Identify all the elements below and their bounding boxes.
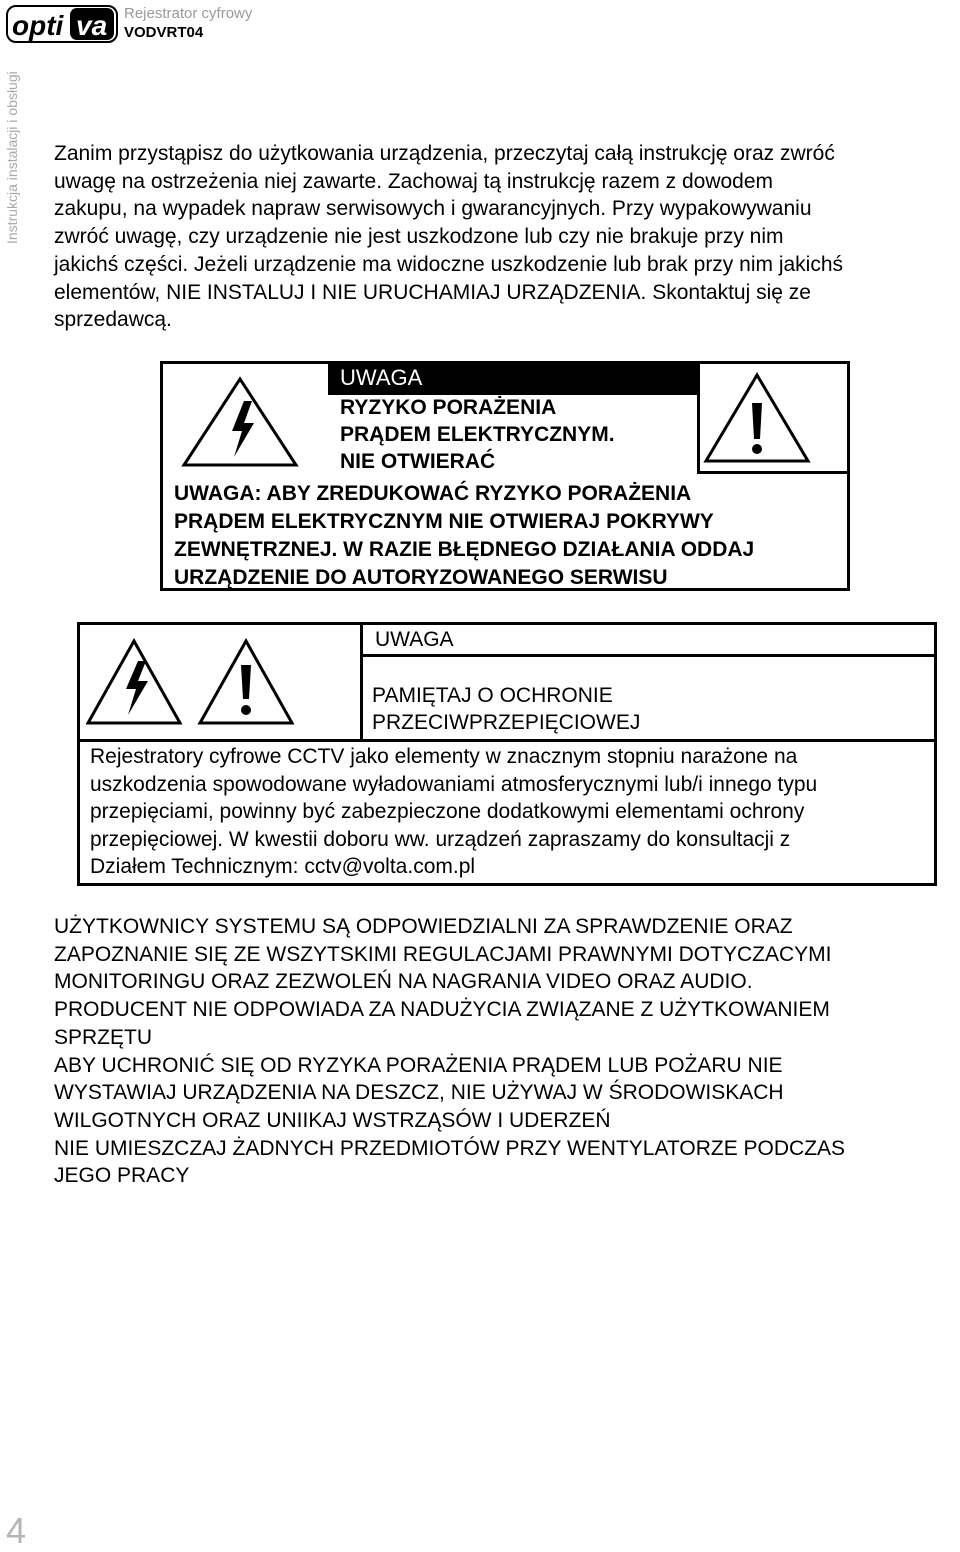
- warning-headline-line: NIE OTWIERAĆ: [340, 450, 496, 473]
- notice-line: JEGO PRACY: [54, 1164, 190, 1188]
- warning-headline-line: PRĄDEM ELEKTRYCZNYM.: [340, 423, 615, 446]
- intro-line: jakichś części. Jeżeli urządzenie ma widoczne uszkodzenie lub brak przy nim jakichś: [54, 252, 844, 276]
- warning-body-line: uszkodzenia spowodowane wyładowaniami atmosferycznymi lub/i innego typu: [90, 772, 818, 796]
- legal-notices: [54, 913, 960, 1190]
- notice-line: PRODUCENT NIE ODPOWIADA ZA NADUŻYCIA ZWIĄZANE Z UŻYTKOWANIEM: [54, 998, 830, 1022]
- intro-line: zakupu, na wypadek napraw serwisowych i gwarancyjnych. Przy wypakowywaniu: [54, 197, 812, 221]
- warning-body-line: URZĄDZENIE DO AUTORYZOWANEGO SERWISU: [174, 566, 668, 589]
- warning-icons: [86, 635, 296, 730]
- warning-body-line: Rejestratory cyfrowe CCTV jako elementy w znacznym stopniu narażone na: [90, 745, 798, 768]
- warning-title: UWAGA: [360, 625, 934, 657]
- notice-line: NIE UMIESZCZAJ ŻADNYCH PRZEDMIOTÓW PRZY WENTYLATORZE PODCZAS: [54, 1136, 846, 1160]
- notice-line: ABY UCHRONIĆ SIĘ OD RYZYKA PORAŻENIA PRĄDEM LUB POŻARU NIE: [54, 1053, 783, 1077]
- lightning-triangle-icon: [160, 361, 328, 474]
- warning-body-line: przepięciami, powinny być zabezpieczone dodatkowymi elementami ochrony: [90, 800, 805, 824]
- divider: [360, 657, 363, 741]
- svg-text:va: va: [76, 10, 108, 41]
- exclamation-triangle-icon: [700, 361, 850, 471]
- optiva-logo: [6, 4, 118, 44]
- divider: [80, 739, 934, 742]
- warning-body-line: przepięciowej. W kwestii doboru ww. urządzeń zapraszamy do konsultacji z: [90, 827, 791, 851]
- notice-line: UŻYTKOWNICY SYSTEMU SĄ ODPOWIEDZIALNI ZA SPRAWDZENIE ORAZ: [54, 915, 793, 938]
- warning-body-line: ZEWNĘTRZNEJ. W RAZIE BŁĘDNEGO DZIAŁANIA ODDAJ: [174, 538, 755, 561]
- warning-body-line: UWAGA: ABY ZREDUKOWAĆ RYZYKO PORAŻENIA: [174, 482, 692, 505]
- warning-headline: [340, 394, 615, 475]
- warning-body-line: Działem Technicznym: cctv@volta.com.pl: [90, 855, 476, 879]
- warning-body-line: PRĄDEM ELEKTRYCZNYM NIE OTWIERAJ POKRYWY: [174, 510, 714, 533]
- intro-line: elementów, NIE INSTALUJ I NIE URUCHAMIAJ URZĄDZENIA. Skontaktuj się ze: [54, 280, 811, 304]
- page-number: 4: [6, 1510, 27, 1551]
- lightning-warning-cell: [160, 361, 328, 474]
- header-subtitle: Rejestrator cyfrowy: [124, 5, 253, 22]
- notice-line: ZAPOZNANIE SIĘ ZE WSZYTSKIMI REGULACJAMI PRAWNYMI DOTYCZACYMI: [54, 942, 832, 966]
- intro-line: sprzedawcą.: [54, 308, 172, 332]
- intro-line: uwagę na ostrzeżenia niej zawarte. Zachowaj tą instrukcję razem z dowodem: [54, 169, 774, 193]
- notice-line: SPRZĘTU: [54, 1025, 153, 1049]
- warning-headline-line: PAMIĘTAJ O OCHRONIE: [372, 684, 613, 707]
- warning-title: UWAGA: [328, 364, 697, 392]
- warning-headline: [372, 682, 640, 736]
- notice-line: WYSTAWIAJ URZĄDZENIA NA DESZCZ, NIE UŻYWAJ W ŚRODOWISKACH: [54, 1081, 784, 1105]
- notice-line: MONITORINGU ORAZ ZEZWOLEŃ NA NAGRANIA VIDEO ORAZ AUDIO.: [54, 970, 753, 994]
- lightning-triangle-icon: [88, 641, 180, 723]
- intro-paragraph: [54, 140, 954, 334]
- warning-headline-line: RYZYKO PORAŻENIA: [340, 396, 557, 419]
- warning-body: [90, 743, 930, 881]
- warning-headline-line: PRZECIWPRZEPIĘCIOWEJ: [372, 711, 641, 734]
- header-model: VODVRT04: [124, 24, 204, 41]
- intro-line: Zanim przystąpisz do użytkowania urządzenia, przeczytaj całą instrukcję oraz zwróć: [54, 142, 835, 165]
- notice-line: WILGOTNYCH ORAZ UNIIKAJ WSTRZĄSÓW I UDERZEŃ: [54, 1108, 611, 1132]
- side-section-label: Instrukcja instalacji i obsługi: [4, 71, 20, 244]
- svg-text:opti: opti: [12, 10, 64, 41]
- intro-line: zwróć uwagę, czy urządzenie nie jest uszkodzone lub czy nie brakuje przy nim: [54, 225, 784, 249]
- exclamation-triangle-icon: [200, 641, 292, 723]
- exclamation-warning-cell: [697, 361, 850, 474]
- warning-body: [174, 480, 844, 592]
